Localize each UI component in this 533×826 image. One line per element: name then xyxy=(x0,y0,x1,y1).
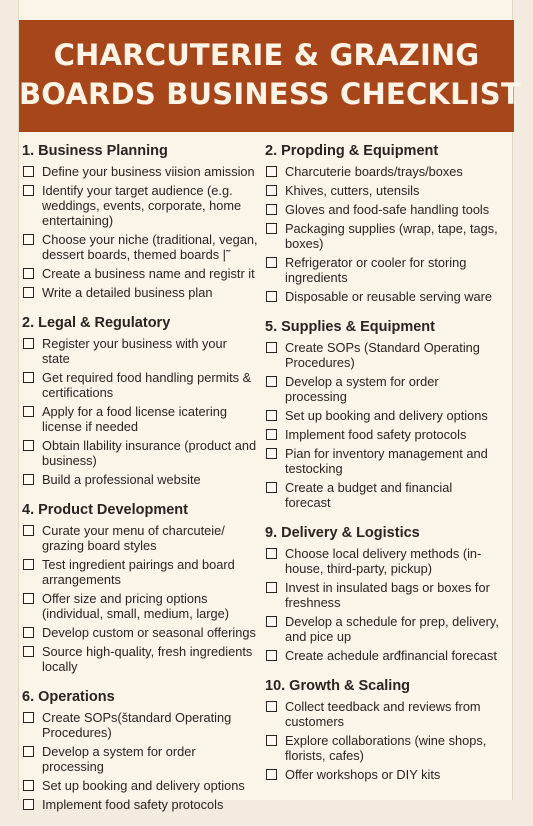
title-banner xyxy=(19,20,521,132)
checklist-section xyxy=(22,314,258,487)
right-column xyxy=(265,142,501,796)
checklist-item[interactable] xyxy=(22,797,258,812)
checkbox-icon[interactable] xyxy=(23,372,34,383)
checkbox-icon[interactable] xyxy=(266,735,277,746)
checkbox-icon[interactable] xyxy=(23,166,34,177)
checklist-item-label: Identify your target audience (e.g. weddings, events, corporate, home entertaining) xyxy=(42,183,242,228)
checklist-item[interactable] xyxy=(265,374,501,404)
checkbox-icon[interactable] xyxy=(266,582,277,593)
checklist-item[interactable] xyxy=(22,644,258,674)
checkbox-icon[interactable] xyxy=(266,482,277,493)
checklist-item-label: Packaging supplies (wrap, tape, tags, boxes) xyxy=(285,221,498,251)
checklist-item-label: Implement food safety protocols xyxy=(285,427,467,442)
checklist-item[interactable] xyxy=(265,767,501,782)
checklist-item[interactable] xyxy=(22,336,258,366)
checkbox-icon[interactable] xyxy=(266,185,277,196)
checkbox-icon[interactable] xyxy=(266,769,277,780)
checklist-item-label: Create achedule arđfinancial forecast xyxy=(285,648,497,663)
checklist-item-label: Curate your menu of charcuteie/ grazing board styles xyxy=(42,523,225,553)
checklist-item-label: Explore collaborations (wine shops, florists, cafes) xyxy=(285,733,487,763)
checklist-item-label: Build a professional website xyxy=(42,472,201,487)
checkbox-icon[interactable] xyxy=(23,780,34,791)
checkbox-icon[interactable] xyxy=(266,429,277,440)
checklist-item[interactable] xyxy=(22,710,258,740)
checklist-item[interactable] xyxy=(265,546,501,576)
checkbox-icon[interactable] xyxy=(266,410,277,421)
checkbox-icon[interactable] xyxy=(266,204,277,215)
checklist-item-label: Khives, cutters, utensils xyxy=(285,183,420,198)
checkbox-icon[interactable] xyxy=(23,406,34,417)
checklist-section xyxy=(265,524,501,663)
checklist-item-label: Create SOPs(štandard Operating Procedures) xyxy=(42,710,232,740)
checklist-item-label: Set up booking and delivery options xyxy=(42,778,245,793)
checklist-item[interactable] xyxy=(265,614,501,644)
checkbox-icon[interactable] xyxy=(266,650,277,661)
checklist-item-label: Write a detailed business plan xyxy=(42,285,213,300)
checklist-item[interactable] xyxy=(265,164,501,179)
checklist-item[interactable] xyxy=(22,232,258,262)
checklist-item[interactable] xyxy=(22,778,258,793)
section-title: 6. Operations xyxy=(22,689,115,705)
checkbox-icon[interactable] xyxy=(23,646,34,657)
checklist-item[interactable] xyxy=(22,370,258,400)
checklist-item-label: Develop a system for order processing xyxy=(285,374,439,404)
checklist-item[interactable] xyxy=(265,427,501,442)
checklist-item[interactable] xyxy=(265,221,501,251)
section-title: 9. Delivery & Logistics xyxy=(265,525,420,541)
checklist-item-label: Collect teedback and reviews from customers xyxy=(285,699,481,729)
checklist-item[interactable] xyxy=(265,255,501,285)
checkbox-icon[interactable] xyxy=(23,746,34,757)
checkbox-icon[interactable] xyxy=(23,474,34,485)
checklist-item-label: Set up booking and delivery options xyxy=(285,408,488,423)
checklist-item-label: Refrigerator or cooler for storing ingredients xyxy=(285,255,467,285)
checklist-item-label: Apply for a food license icatering license if needed xyxy=(42,404,227,434)
checklist-section xyxy=(265,677,501,782)
checkbox-icon[interactable] xyxy=(266,257,277,268)
section-title: 2. Propding & Equipment xyxy=(265,143,439,159)
title-line-2: BOARDS BUSINESS CHECKLIST xyxy=(19,77,521,111)
checkbox-icon[interactable] xyxy=(266,376,277,387)
checkbox-icon[interactable] xyxy=(23,440,34,451)
section-title: 4. Product Development xyxy=(22,502,188,518)
checklist-item[interactable] xyxy=(22,404,258,434)
checklist-section xyxy=(22,142,258,300)
checklist-item-label: Invest in insulated bags or boxes for freshness xyxy=(285,580,490,610)
checklist-item-label: Obtain llability insurance (product and business) xyxy=(42,438,257,468)
checklist-item-label: Create a budget and financial forecast xyxy=(285,480,453,510)
checkbox-icon[interactable] xyxy=(266,616,277,627)
checkbox-icon[interactable] xyxy=(266,548,277,559)
checkbox-icon[interactable] xyxy=(23,627,34,638)
checklist-item[interactable] xyxy=(265,289,501,304)
left-column xyxy=(22,142,258,826)
checklist-item-label: Disposable or reusable serving ware xyxy=(285,289,492,304)
checklist-item-label: Test ingredient pairings and board arrangements xyxy=(42,557,235,587)
checkbox-icon[interactable] xyxy=(23,185,34,196)
checklist-item-label: Define your business viision amission xyxy=(42,164,255,179)
checklist-item[interactable] xyxy=(265,480,501,510)
checkbox-icon[interactable] xyxy=(23,338,34,349)
checkbox-icon[interactable] xyxy=(266,342,277,353)
checklist-section xyxy=(265,142,501,304)
checklist-item-label: Register your business with your state xyxy=(42,336,227,366)
checkbox-icon[interactable] xyxy=(23,799,34,810)
checklist-item-label: Pian for inventory management and testocking xyxy=(285,446,488,476)
checklist-item[interactable] xyxy=(22,472,258,487)
checkbox-icon[interactable] xyxy=(266,448,277,459)
checklist-item[interactable] xyxy=(265,580,501,610)
checklist-item[interactable] xyxy=(22,266,258,281)
checkbox-icon[interactable] xyxy=(23,287,34,298)
checkbox-icon[interactable] xyxy=(23,525,34,536)
checkbox-icon[interactable] xyxy=(23,559,34,570)
checkbox-icon[interactable] xyxy=(23,593,34,604)
checklist-item-label: Source high-quality, fresh ingredients locally xyxy=(42,644,253,674)
checkbox-icon[interactable] xyxy=(266,166,277,177)
section-title: 2. Legal & Regulatory xyxy=(22,315,171,331)
checklist-item[interactable] xyxy=(22,523,258,553)
title-line-1: CHARCUTERIE & GRAZING xyxy=(53,38,480,72)
checklist-item[interactable] xyxy=(22,285,258,300)
section-title: 5. Supplies & Equipment xyxy=(265,319,435,335)
checkbox-icon[interactable] xyxy=(23,268,34,279)
checklist-item-label: Get required food handling permits & certifications xyxy=(42,370,252,400)
checklist-item[interactable] xyxy=(22,557,258,587)
checklist-item-label: Develop custom or seasonal offerings xyxy=(42,625,256,640)
checklist-item-label: Charcuterie boards/trays/boxes xyxy=(285,164,463,179)
checklist-item-label: Create a business name and registr it xyxy=(42,266,255,281)
checklist-item[interactable] xyxy=(265,340,501,370)
checkbox-icon[interactable] xyxy=(266,291,277,302)
checkbox-icon[interactable] xyxy=(266,701,277,712)
checklist-item[interactable] xyxy=(22,744,258,774)
checkbox-icon[interactable] xyxy=(266,223,277,234)
checklist-item-label: Implement food safety protocols xyxy=(42,797,224,812)
checklist-item[interactable] xyxy=(265,202,501,217)
checklist-item[interactable] xyxy=(22,438,258,468)
checklist-section xyxy=(22,688,258,812)
checklist-item-label: Offer size and pricing options (individual, small, medium, large) xyxy=(42,591,230,621)
checklist-section xyxy=(22,501,258,674)
checklist-item-label: Create SOPs (Standard Operating Procedures) xyxy=(285,340,480,370)
checklist-item[interactable] xyxy=(265,648,501,663)
checklist-item[interactable] xyxy=(22,164,258,179)
checklist-item[interactable] xyxy=(265,408,501,423)
checklist-item-label: Choose local delivery methods (in-house, third-party, pickup) xyxy=(285,546,482,576)
checklist-item[interactable] xyxy=(265,699,501,729)
checklist-item[interactable] xyxy=(265,446,501,476)
section-title: 1. Business Planning xyxy=(22,143,168,159)
checklist-item[interactable] xyxy=(265,183,501,198)
checklist-item[interactable] xyxy=(22,591,258,621)
checklist-item-label: Develop a system for order processing xyxy=(42,744,196,774)
section-title: 10. Growth & Scaling xyxy=(265,678,411,694)
checklist-item[interactable] xyxy=(265,733,501,763)
checklist-item-label: Offer workshops or DIY kits xyxy=(285,767,441,782)
checklist-item-label: Choose your niche (traditional, vegan, dessert boards, themed boards |̃ xyxy=(42,232,258,262)
checklist-item[interactable] xyxy=(22,183,258,228)
checklist-item-label: Gloves and food-safe handling tools xyxy=(285,202,490,217)
checkbox-icon[interactable] xyxy=(23,234,34,245)
checklist-item[interactable] xyxy=(22,625,258,640)
checklist-item-label: Develop a schedule for prep, delivery, and pice up xyxy=(285,614,499,644)
checklist-section xyxy=(265,318,501,510)
checkbox-icon[interactable] xyxy=(23,712,34,723)
